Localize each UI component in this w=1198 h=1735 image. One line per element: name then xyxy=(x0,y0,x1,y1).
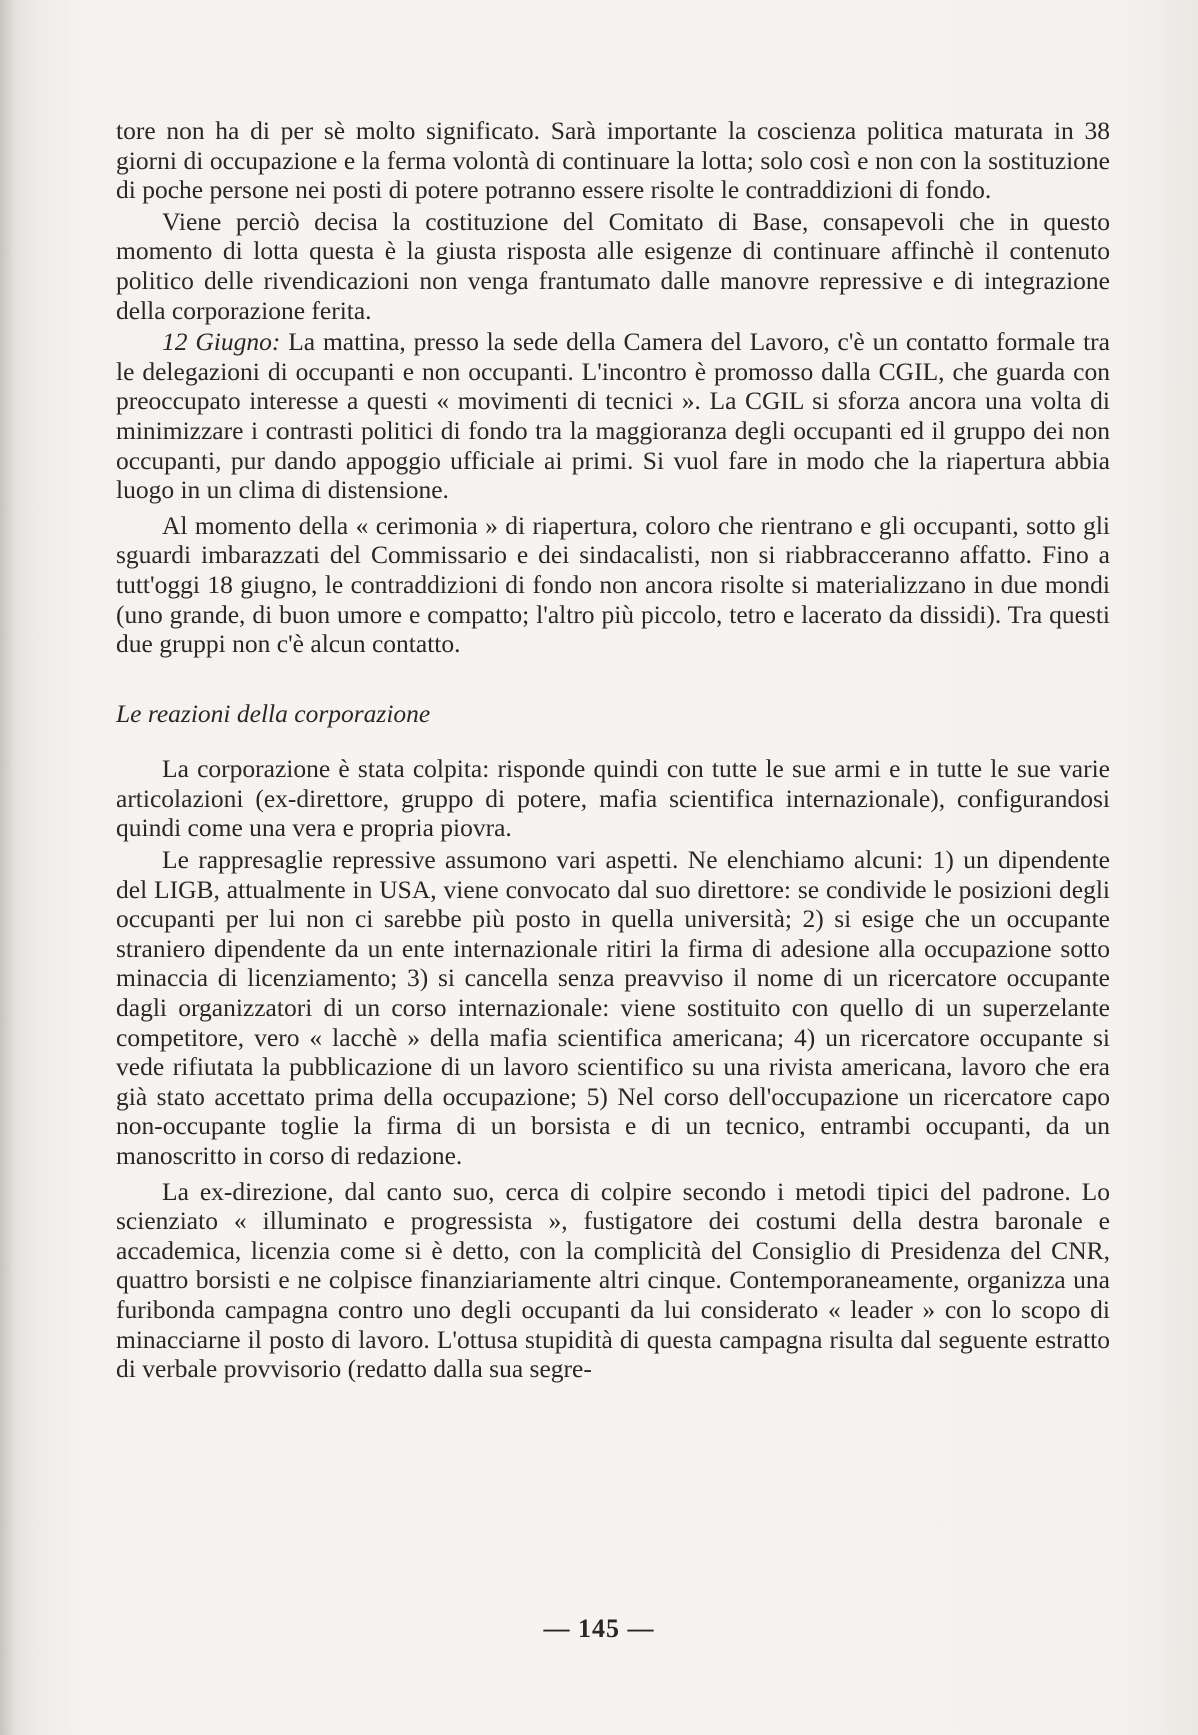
body-text xyxy=(116,116,1110,1386)
paragraph-comitato-di-base: Viene perciò decisa la costituzione del Comitato di Base, consapevoli che in questo momento di lotta questa è la giusta risposta alle esigenze di continuare affinchè il contenuto politico delle rivendicazioni non venga frantumato dalle manovre repressive e di integrazione della corporazione ferita. xyxy=(116,206,1110,325)
date-label: 12 Giugno: xyxy=(162,327,281,357)
paragraph-continuation: tore non ha di per sè molto significato. Sarà importante la coscienza politica maturata in 38 giorni di occupazione e la ferma volontà di continuare la lotta; solo così e non con la sostituzione di poche persone nei posti di potere potranno essere risolte le contraddizioni di fondo. xyxy=(116,116,1110,205)
dated-paragraph-text: La mattina, presso la sede della Camera del Lavoro, c'è un contatto formale tra le delegazioni di occupanti e non occupanti. L'incontro è promosso dalla CGIL, che guarda con preoccupato interesse a questi « movimenti di tecnici ». La CGIL si sforza ancora una volta di minimizzare i contrasti politici di fondo tra la maggioranza degli occupanti ed il gruppo dei non occupanti, pur dando appoggio ufficiale ai primi. Si vuol fare in modo che la riapertura abbia luogo in un clima di distensione. xyxy=(116,327,1110,505)
paragraph-corporazione-colpita: La corporazione è stata colpita: risponde quindi con tutte le sue armi e in tutte le sue varie articolazioni (ex-direttore, gruppo di potere, mafia scientifica internazionale), configurandosi quindi come una vera e propria piovra. xyxy=(116,754,1110,843)
paragraph-cerimonia: Al momento della « cerimonia » di riapertura, coloro che rientrano e gli occupanti, sotto gli sguardi imbarazzati del Commissario e dei sindacalisti, non si riabbracceranno affatto. Fino a tutt'oggi 18 giugno, le contraddizioni di fondo non ancora risolte si materializzano in due mondi (uno grande, di buon umore e compatto; l'altro più piccolo, tetro e lacerato da dissidi). Tra questi due gruppi non c'è alcun contatto. xyxy=(116,510,1110,659)
page-number: — 145 — xyxy=(543,1614,655,1643)
paragraph-rappresaglie: Le rappresaglie repressive assumono vari aspetti. Ne elenchiamo alcuni: 1) un dipendente del LIGB, attualmente in USA, viene convocato dal suo direttore: se condivide le posizioni degli occupanti per lui non ci sarebbe più posto in quella università; 2) si esige che un occupante straniero dipendente da un ente internazionale ritiri la firma di adesione alla occupazione sotto minaccia di licenziamento; 3) si cancella senza preavviso il nome di un ricercatore occupante dagli organizzatori di un corso internazionale: viene sostituito con quello di un superzelante competitore, vero « lacchè » della mafia scientifica americana; 4) un ricercatore occupante si vede rifiutata la pubblicazione di un lavoro scientifico su una rivista americana, lavoro che era già stato accettato prima della occupazione; 5) Nel corso dell'occupazione un ricercatore capo non-occupante toglie la firma di un borsista e di un tecnico, entrambi occupanti, da un manoscritto in corso di redazione. xyxy=(116,845,1110,1170)
paragraph-ex-direzione: La ex-direzione, dal canto suo, cerca di colpire secondo i metodi tipici del padrone. Lo scienziato « illuminato e progressista », fustigatore dei costumi della destra baronale e accademica, licenzia come si è detto, con la complicità del Consiglio di Presidenza del CNR, quattro borsisti e ne colpisce finanziariamente altri cinque. Contemporaneamente, organizza una furibonda campagna contro uno degli occupanti da lui considerato « leader » con lo scopo di minacciarne il posto di lavoro. L'ottusa stupidità di questa campagna risulta dal seguente estratto di verbale provvisorio (redatto dalla sua segre- xyxy=(116,1176,1110,1384)
paragraph-12-giugno xyxy=(116,327,1110,505)
section-heading: Le reazioni della corporazione xyxy=(116,698,431,728)
